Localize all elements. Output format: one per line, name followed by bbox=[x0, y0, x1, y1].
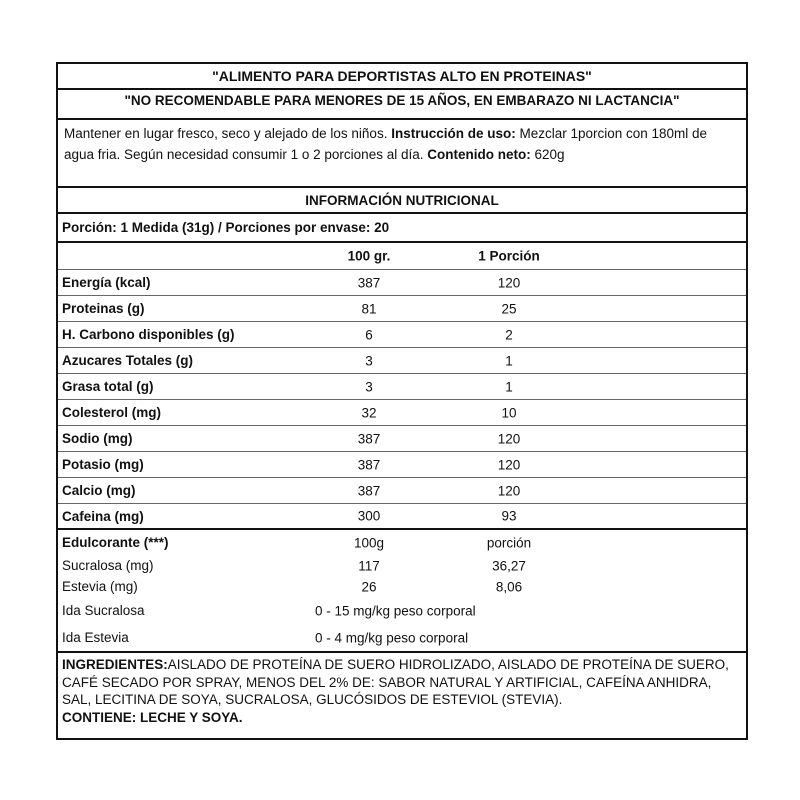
table-row-sodio bbox=[58, 426, 746, 452]
row-label: Azucares Totales (g) bbox=[62, 353, 194, 368]
row-value-100g: 3 bbox=[365, 379, 373, 394]
row-value-porcion: 120 bbox=[497, 483, 521, 498]
table-row-carbono bbox=[58, 322, 746, 348]
row-label: Cafeina (mg) bbox=[62, 508, 144, 524]
row-label: Proteinas (g) bbox=[62, 301, 145, 316]
allergen-statement: CONTIENE: LECHE Y SOYA. bbox=[62, 709, 243, 725]
row-label: Ida Estevia bbox=[62, 630, 129, 645]
row-value-porcion: 10 bbox=[501, 405, 517, 420]
row-subheader-100g: 100g bbox=[353, 535, 385, 550]
row-value-porcion: 1 bbox=[505, 353, 513, 368]
row-value-100g: 300 bbox=[357, 508, 381, 524]
row-label: Energía (kcal) bbox=[62, 275, 151, 290]
row-value-range: 0 - 15 mg/kg peso corporal bbox=[315, 603, 476, 618]
row-value-100g: 387 bbox=[357, 275, 381, 290]
nutrition-label bbox=[56, 62, 748, 740]
row-label: Grasa total (g) bbox=[62, 379, 154, 394]
storage-instructions bbox=[58, 120, 746, 188]
row-subheader-porcion: porción bbox=[486, 535, 532, 550]
row-label: H. Carbono disponibles (g) bbox=[62, 327, 235, 342]
row-value-100g: 26 bbox=[361, 579, 377, 594]
warning-text: "NO RECOMENDABLE PARA MENORES DE 15 AÑOS, EN EMBARAZO NI LACTANCIA" bbox=[124, 93, 680, 108]
usage-instructions-label: Instrucción de uso: bbox=[391, 126, 516, 141]
row-value-100g: 32 bbox=[361, 405, 377, 420]
table-row-estevia bbox=[58, 576, 746, 597]
row-value-porcion: 25 bbox=[501, 301, 517, 316]
table-row-ida-estevia bbox=[58, 624, 746, 651]
row-value-porcion: 8,06 bbox=[495, 579, 523, 594]
nutrition-facts-title: INFORMACIÓN NUTRICIONAL bbox=[305, 192, 499, 208]
ingredients-list: AISLADO DE PROTEÍNA DE SUERO HIDROLIZADO, AISLADO DE PROTEÍNA DE SUERO, CAFÉ SECADO POR SPRAY, MENOS DEL 2% DE: SABOR NATURAL Y ARTIFICIAL, CAFEÍNA ANHIDRA, SAL, LECITINA DE SOYA, SUCRALOSA, GLUCÓSIDOS DE ESTEVIOL (STEVIA). bbox=[62, 657, 729, 708]
row-label: Sucralosa (mg) bbox=[62, 558, 154, 573]
table-row-grasa bbox=[58, 374, 746, 400]
claim-banner bbox=[58, 64, 746, 90]
table-row-energia bbox=[58, 270, 746, 296]
table-row-azucares bbox=[58, 348, 746, 374]
nutrition-facts-header bbox=[58, 188, 746, 214]
row-value-100g: 387 bbox=[357, 431, 381, 446]
table-row-ida-sucralosa bbox=[58, 597, 746, 624]
table-row-colesterol bbox=[58, 400, 746, 426]
table-row-edulcorante bbox=[58, 530, 746, 555]
storage-text: Mantener en lugar fresco, seco y alejado de los niños. bbox=[64, 126, 392, 141]
row-value-porcion: 2 bbox=[505, 327, 513, 342]
row-value-100g: 3 bbox=[365, 353, 373, 368]
row-value-100g: 117 bbox=[358, 558, 380, 573]
row-value-range: 0 - 4 mg/kg peso corporal bbox=[315, 630, 469, 645]
table-row-cafeina bbox=[58, 504, 746, 530]
nutrition-table bbox=[58, 243, 746, 651]
table-row-potasio bbox=[58, 452, 746, 478]
row-value-porcion: 36,27 bbox=[492, 558, 526, 573]
row-label: Potasio (mg) bbox=[62, 457, 144, 472]
row-value-100g: 81 bbox=[361, 301, 377, 316]
row-label: Ida Sucralosa bbox=[62, 603, 145, 618]
row-value-porcion: 120 bbox=[497, 275, 521, 290]
usage-instructions-text: Mezclar 1porcion con 180ml de agua fria. Según necesidad consumir 1 o 2 porciones al día. bbox=[64, 126, 708, 162]
serving-info-row bbox=[58, 214, 746, 243]
serving-info-text: Porción: 1 Medida (31g) / Porciones por envase: 20 bbox=[62, 220, 390, 235]
row-label: Calcio (mg) bbox=[62, 483, 136, 498]
row-label: Edulcorante (***) bbox=[62, 535, 169, 550]
net-content-value: 620g bbox=[530, 147, 565, 162]
table-header-row bbox=[58, 243, 746, 270]
row-value-porcion: 93 bbox=[501, 508, 517, 524]
col-header-porcion: 1 Porción bbox=[478, 248, 540, 264]
row-label: Estevia (mg) bbox=[62, 579, 138, 594]
row-value-100g: 387 bbox=[357, 483, 381, 498]
row-value-porcion: 1 bbox=[505, 379, 513, 394]
col-header-100g: 100 gr. bbox=[347, 248, 391, 264]
ingredients-section bbox=[58, 651, 746, 738]
warning-banner bbox=[58, 90, 746, 120]
row-value-porcion: 120 bbox=[497, 457, 521, 472]
claim-text: "ALIMENTO PARA DEPORTISTAS ALTO EN PROTEINAS" bbox=[212, 68, 592, 84]
table-row-sucralosa bbox=[58, 555, 746, 576]
row-value-100g: 387 bbox=[357, 457, 381, 472]
row-value-porcion: 120 bbox=[497, 431, 521, 446]
table-row-calcio bbox=[58, 478, 746, 504]
net-content-label: Contenido neto: bbox=[427, 147, 531, 162]
row-label: Colesterol (mg) bbox=[62, 405, 162, 420]
ingredients-heading: INGREDIENTES: bbox=[62, 657, 168, 672]
row-value-100g: 6 bbox=[365, 327, 373, 342]
table-row-proteinas bbox=[58, 296, 746, 322]
row-label: Sodio (mg) bbox=[62, 431, 133, 446]
